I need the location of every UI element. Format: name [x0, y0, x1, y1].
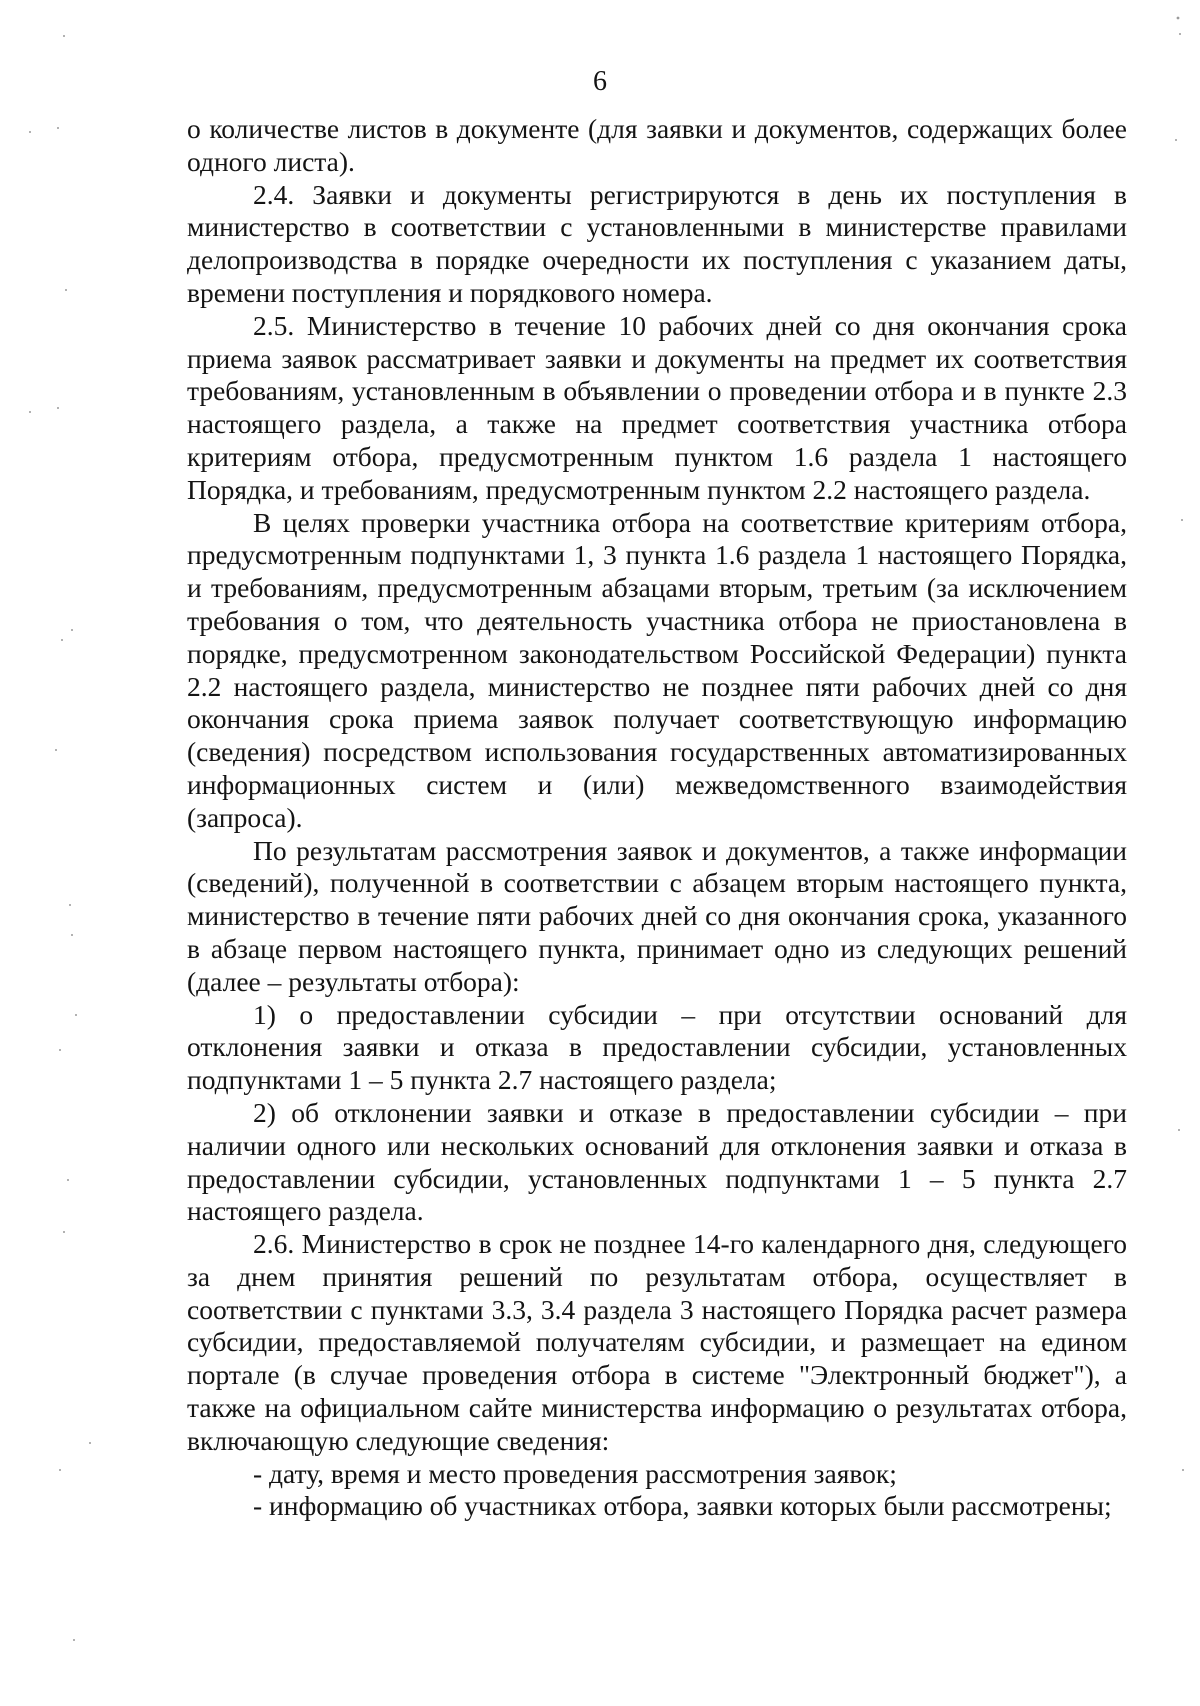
- paragraph-2-5-verification: В целях проверки участника отбора на соответствие критериям отбора, предусмотренным подпунктами 1, 3 пункта 1.6 раздела 1 настоящего Порядка, и требованиям, предусмотренным абзацами вторым, третьим (за исключением требования о том, что деятельность участника отбора не приостановлена в порядке, предусмотренном законодательством Российской Федерации) пункта 2.2 настоящего раздела, министерство не позднее пяти рабочих дней со дня окончания срока приема заявок получает соответствующую информацию (сведения) посредством использования государственных автоматизированных информационных систем и (или) межведомственного взаимодействия (запроса).: [187, 506, 1127, 833]
- paragraph-decision-1: 1) о предоставлении субсидии – при отсутствии оснований для отклонения заявки и отказа в предоставлении субсидии, установленных подпунктами 1 – 5 пункта 2.7 настоящего раздела;: [187, 998, 1127, 1096]
- paragraph-2-4: 2.4. Заявки и документы регистрируются в день их поступления в министерство в соответствии с установленными в министерстве правилами делопроизводства в порядке очередности их поступления с указанием даты, времени поступления и порядкового номера.: [187, 178, 1127, 308]
- page-number: 6: [593, 66, 607, 97]
- document-body: [187, 113, 1127, 1523]
- list-item-participants-info: - информацию об участниках отбора, заявки которых были рассмотрены;: [253, 1490, 1112, 1522]
- paragraph-2-5: 2.5. Министерство в течение 10 рабочих дней со дня окончания срока приема заявок рассматривает заявки и документы на предмет их соответствия требованиям, установленным в объявлении о проведении отбора и в пункте 2.3 настоящего раздела, а также на предмет соответствия участника отбора критериям отбора, предусмотренным пунктом 1.6 раздела 1 настоящего Порядка, и требованиям, предусмотренным пунктом 2.2 настоящего раздела.: [187, 309, 1127, 505]
- paragraph-decision-2: 2) об отклонении заявки и отказе в предоставлении субсидии – при наличии одного или нескольких оснований для отклонения заявки и отказа в предоставлении субсидии, установленных подпунктами 1 – 5 пункта 2.7 настоящего раздела.: [187, 1096, 1127, 1227]
- paragraph-2-6: 2.6. Министерство в срок не позднее 14-го календарного дня, следующего за днем принятия решений по результатам отбора, осуществляет в соответствии с пунктами 3.3, 3.4 раздела 3 настоящего Порядка расчет размера субсидии, предоставляемой получателям субсидии, и размещает на едином портале (в случае проведения отбора в системе "Электронный бюджет"), а также на официальном сайте министерства информацию о результатах отбора, включающую следующие сведения:: [187, 1228, 1127, 1456]
- paragraph-2-5-results: По результатам рассмотрения заявок и документов, а также информации (сведений), полученной в соответствии с абзацем вторым настоящего пункта, министерство в течение пяти рабочих дней со дня окончания срока, указанного в абзаце первом настоящего пункта, принимает одно из следующих решений (далее – результаты отбора):: [187, 834, 1127, 997]
- list-item-date-time-place: - дату, время и место проведения рассмотрения заявок;: [253, 1457, 897, 1489]
- paragraph-continuation: о количестве листов в документе (для заявки и документов, содержащих более одного листа).: [187, 113, 1127, 177]
